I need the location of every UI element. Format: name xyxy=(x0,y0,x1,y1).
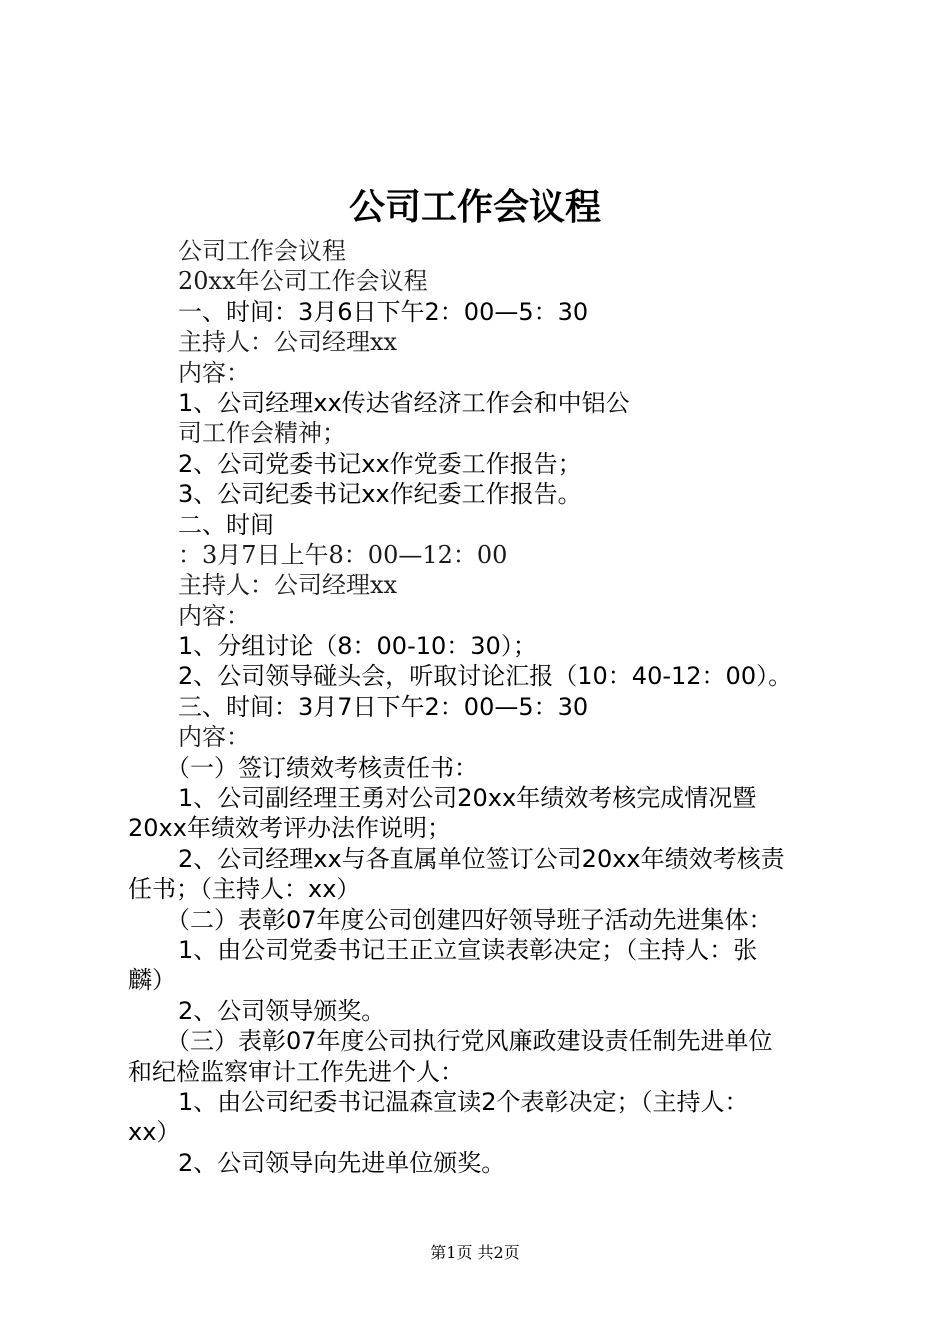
section-heading: （二）表彰07年度公司创建四好领导班子活动先进集体： xyxy=(166,905,773,934)
content-label: 内容： xyxy=(178,601,250,630)
agenda-item: 1、由公司纪委书记温森宣读2个表彰决定；（主持人： xyxy=(178,1087,749,1116)
agenda-item: 2、公司党委书记xx作党委工作报告； xyxy=(178,449,582,478)
subtitle-line: 20xx年公司工作会议程 xyxy=(178,267,428,296)
agenda-item: 2、公司领导碰头会，听取讨论汇报（10：40-12：00）。 xyxy=(178,662,793,691)
section-heading: （三）表彰07年度公司执行党风廉政建设责任制先进单位 xyxy=(166,1027,773,1056)
agenda-item: 1、公司副经理王勇对公司20xx年绩效考核完成情况暨 xyxy=(178,784,757,813)
document-title: 公司工作会议程 xyxy=(348,186,601,228)
agenda-item: 2、公司经理xx与各直属单位签订公司20xx年绩效考核责 xyxy=(178,844,785,873)
agenda-item-continuation: xx） xyxy=(128,1118,181,1147)
agenda-item-continuation: 20xx年绩效考评办法作说明； xyxy=(128,814,451,843)
host-line: 主持人：公司经理xx xyxy=(178,571,398,600)
section-heading: （一）签订绩效考核责任书： xyxy=(166,753,478,782)
session-two-heading: 二、时间 xyxy=(178,510,274,539)
agenda-item-continuation: 麟） xyxy=(128,966,176,995)
host-line: 主持人：公司经理xx xyxy=(178,328,398,357)
content-label: 内容： xyxy=(178,723,250,752)
agenda-item: 3、公司纪委书记xx作纪委工作报告。 xyxy=(178,480,582,509)
session-one-heading: 一、时间：3月6日下午2：00—5：30 xyxy=(178,297,589,326)
agenda-item: 1、公司经理xx传达省经济工作会和中铝公 xyxy=(178,388,630,417)
page-number: 第1页 共2页 xyxy=(430,1243,520,1262)
agenda-item: 2、公司领导颁奖。 xyxy=(178,996,386,1025)
document-body xyxy=(128,236,838,1178)
agenda-item-continuation: 任书；（主持人：xx） xyxy=(128,875,361,904)
session-three-heading: 三、时间：3月7日下午2：00—5：30 xyxy=(178,692,589,721)
content-label: 内容： xyxy=(178,358,250,387)
subtitle-line: 公司工作会议程 xyxy=(178,237,346,265)
section-heading-continuation: 和纪检监察审计工作先进个人： xyxy=(128,1057,464,1086)
agenda-item: 1、分组讨论（8：00-10：30）； xyxy=(178,632,537,661)
agenda-item: 2、公司领导向先进单位颁奖。 xyxy=(178,1148,506,1177)
session-two-time: ：3月7日上午8：00—12：00 xyxy=(178,540,508,569)
agenda-item: 1、由公司党委书记王正立宣读表彰决定；（主持人：张 xyxy=(178,935,758,964)
agenda-item-continuation: 司工作会精神； xyxy=(178,419,346,448)
